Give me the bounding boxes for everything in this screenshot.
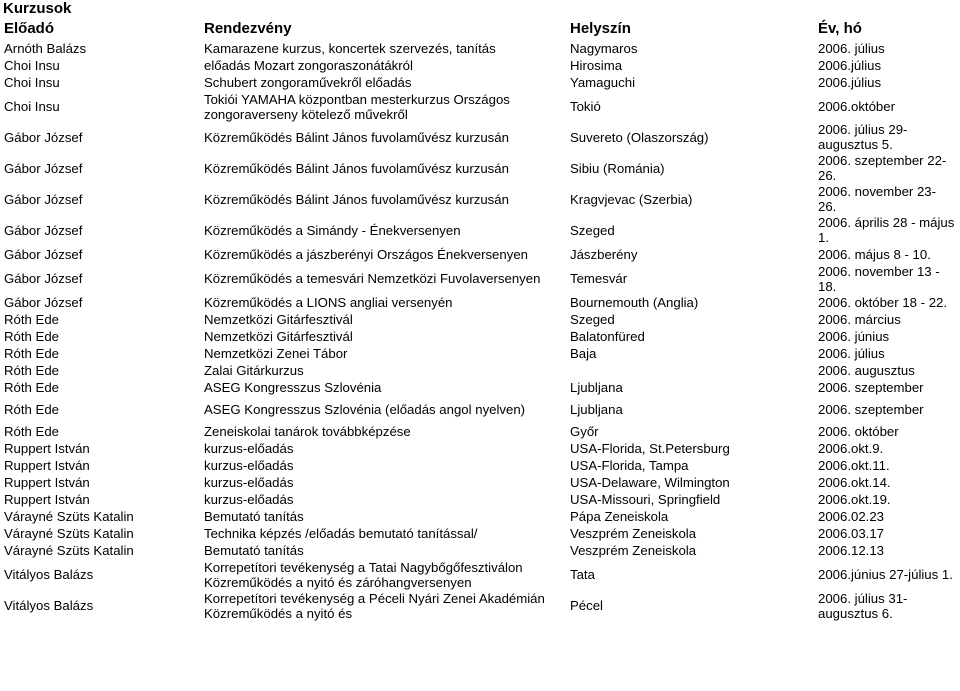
table-row (0, 263, 960, 294)
location-cell: Ljubljana (570, 402, 623, 417)
event-cell: Közreműködés a Simándy - Énekversenyen (204, 223, 461, 238)
date-cell: 2006.okt.19. (818, 492, 891, 507)
date-cell: 2006. szeptember 22- 26. (818, 153, 947, 183)
presenter-cell: Várayné Szüts Katalin (4, 509, 134, 524)
date-cell: 2006. július (818, 41, 885, 56)
event-cell: Nemzetközi Gitárfesztivál (204, 312, 353, 327)
location-cell: Temesvár (570, 271, 628, 286)
location-cell: Jászberény (570, 247, 638, 262)
location-cell: Ljubljana (570, 380, 623, 395)
presenter-cell: Gábor József (4, 192, 83, 207)
presenter-cell: Ruppert István (4, 492, 90, 507)
presenter-cell: Vitályos Balázs (4, 567, 94, 582)
location-cell: Szeged (570, 223, 615, 238)
presenter-cell: Ruppert István (4, 475, 90, 490)
location-cell: Győr (570, 424, 599, 439)
location-cell: Veszprém Zeneiskola (570, 526, 697, 541)
table-row (0, 328, 960, 345)
event-cell: kurzus-előadás (204, 441, 294, 456)
event-cell: Közreműködés Bálint János fuvolaművész kurzusán (204, 192, 509, 207)
presenter-cell: Gábor József (4, 223, 83, 238)
table-row (0, 440, 960, 457)
date-cell: 2006. november 13 - 18. (818, 263, 940, 294)
presenter-cell: Vitályos Balázs (4, 598, 94, 613)
date-cell: 2006.03.17 (818, 526, 885, 541)
table-row (0, 423, 960, 440)
event-cell: Kamarazene kurzus, koncertek szervezés, tanítás (204, 41, 496, 56)
location-cell: Balatonfüred (570, 329, 645, 344)
event-cell: Zalai Gitárkurzus (204, 363, 304, 378)
location-cell: USA-Florida, Tampa (570, 458, 689, 473)
table-row (0, 74, 960, 91)
page-title: Kurzusok (3, 0, 72, 17)
presenter-cell: Arnóth Balázs (4, 41, 87, 56)
table-row (0, 508, 960, 525)
event-cell: ASEG Kongresszus Szlovénia (204, 380, 382, 395)
date-cell: 2006.július (818, 58, 882, 73)
date-cell: 2006. május 8 - 10. (818, 247, 931, 262)
presenter-cell: Gábor József (4, 161, 83, 176)
event-cell: Közreműködés a temesvári Nemzetközi Fuvolaversenyen (204, 271, 541, 286)
table-row (0, 379, 960, 396)
presenter-cell: Gábor József (4, 271, 83, 286)
event-cell: Korrepetítori tevékenység a Tatai Nagybőgőfesztiválon Közreműködés a nyitó és záróhangversenyen (204, 559, 523, 590)
date-cell: 2006.02.23 (818, 509, 885, 524)
location-cell: Yamaguchi (570, 75, 635, 90)
table-body (0, 40, 960, 621)
date-cell: 2006. július 29- augusztus 5. (818, 122, 908, 152)
date-cell: 2006. november 23- 26. (818, 184, 937, 214)
table-row (0, 525, 960, 542)
location-cell: USA-Delaware, Wilmington (570, 475, 730, 490)
location-cell: Bournemouth (Anglia) (570, 295, 699, 310)
presenter-cell: Ruppert István (4, 441, 90, 456)
location-cell: Nagymaros (570, 41, 638, 56)
presenter-cell: Várayné Szüts Katalin (4, 526, 134, 541)
date-cell: 2006.12.13 (818, 543, 885, 558)
presenter-cell: Róth Ede (4, 346, 59, 361)
date-cell: 2006.július (818, 75, 882, 90)
presenter-cell: Róth Ede (4, 402, 59, 417)
location-cell: Hirosima (570, 58, 623, 73)
presenter-cell: Choi Insu (4, 58, 60, 73)
location-cell: Tokió (570, 99, 601, 114)
presenter-cell: Róth Ede (4, 312, 59, 327)
table-row (0, 559, 960, 590)
date-cell: 2006. október (818, 424, 899, 439)
table-row (0, 294, 960, 311)
date-cell: 2006. március (818, 312, 901, 327)
table-row (0, 184, 960, 215)
event-cell: Zeneiskolai tanárok továbbképzése (204, 424, 411, 439)
event-cell: Közreműködés Bálint János fuvolaművész kurzusán (204, 161, 509, 176)
presenter-cell: Gábor József (4, 295, 83, 310)
event-cell: Tokiói YAMAHA központban mesterkurzus Országos zongoraverseny kötelező művekről (204, 91, 510, 122)
event-cell: Korrepetítori tevékenység a Péceli Nyári Zenei Akadémián Közreműködés a nyitó és (204, 590, 545, 621)
table-row (0, 40, 960, 57)
event-cell: Technika képzés /előadás bemutató tanítással/ (204, 526, 478, 541)
date-cell: 2006. június (818, 329, 890, 344)
date-cell: 2006. július (818, 346, 885, 361)
location-cell (566, 362, 814, 379)
date-cell: 2006. szeptember (818, 402, 924, 417)
table-row (0, 311, 960, 328)
table-row (0, 396, 960, 423)
header-row (0, 18, 960, 40)
presenter-cell: Ruppert István (4, 458, 90, 473)
location-cell: Suvereto (Olaszország) (570, 130, 709, 145)
header-date: Év, hó (818, 20, 862, 37)
table-row (0, 542, 960, 559)
location-cell: Veszprém Zeneiskola (570, 543, 697, 558)
event-cell: Nemzetközi Zenei Tábor (204, 346, 348, 361)
event-cell: Közreműködés Bálint János fuvolaművész kurzusán (204, 130, 509, 145)
date-cell: 2006.október (818, 99, 895, 114)
header-presenter: Előadó (4, 20, 55, 37)
table-row (0, 491, 960, 508)
table-row (0, 457, 960, 474)
presenter-cell: Róth Ede (4, 424, 59, 439)
header-location: Helyszín (570, 20, 631, 37)
event-cell: kurzus-előadás (204, 492, 294, 507)
location-cell: Pécel (570, 598, 603, 613)
courses-table (0, 18, 960, 621)
table-row (0, 345, 960, 362)
location-cell: USA-Florida, St.Petersburg (570, 441, 730, 456)
table-row (0, 153, 960, 184)
table-row (0, 215, 960, 246)
date-cell: 2006.okt.14. (818, 475, 891, 490)
date-cell: 2006. augusztus (818, 363, 915, 378)
location-cell: Tata (570, 567, 595, 582)
table-row (0, 57, 960, 74)
presenter-cell: Choi Insu (4, 99, 60, 114)
date-cell: 2006. április 28 - május 1. (818, 215, 955, 245)
table-row (0, 362, 960, 379)
location-cell: Sibiu (Románia) (570, 161, 665, 176)
presenter-cell: Róth Ede (4, 380, 59, 395)
event-cell: Bemutató tanítás (204, 509, 304, 524)
date-cell: 2006.okt.11. (818, 458, 890, 473)
event-cell: kurzus-előadás (204, 458, 294, 473)
table-row (0, 474, 960, 491)
event-cell: Közreműködés a jászberényi Országos Énekversenyen (204, 247, 528, 262)
event-cell: Bemutató tanítás (204, 543, 304, 558)
date-cell: 2006. július 31- augusztus 6. (818, 590, 908, 621)
event-cell: Nemzetközi Gitárfesztivál (204, 329, 353, 344)
event-cell: kurzus-előadás (204, 475, 294, 490)
presenter-cell: Róth Ede (4, 329, 59, 344)
event-cell: Közreműködés a LIONS angliai versenyén (204, 295, 453, 310)
table-row (0, 91, 960, 122)
presenter-cell: Choi Insu (4, 75, 60, 90)
presenter-cell: Gábor József (4, 130, 83, 145)
date-cell: 2006.okt.9. (818, 441, 884, 456)
table-row (0, 590, 960, 621)
table-row (0, 122, 960, 153)
presenter-cell: Gábor József (4, 247, 83, 262)
date-cell: 2006. október 18 - 22. (818, 295, 948, 310)
event-cell: Schubert zongoraművekről előadás (204, 75, 412, 90)
table-row (0, 246, 960, 263)
event-cell: ASEG Kongresszus Szlovénia (előadás angol nyelven) (204, 402, 526, 417)
location-cell: Pápa Zeneiskola (570, 509, 669, 524)
presenter-cell: Róth Ede (4, 363, 59, 378)
location-cell: Szeged (570, 312, 615, 327)
header-event: Rendezvény (204, 20, 292, 37)
date-cell: 2006.június 27-július 1. (818, 567, 953, 582)
location-cell: USA-Missouri, Springfield (570, 492, 721, 507)
location-cell: Baja (570, 346, 597, 361)
date-cell: 2006. szeptember (818, 380, 924, 395)
location-cell: Kragvjevac (Szerbia) (570, 192, 693, 207)
presenter-cell: Várayné Szüts Katalin (4, 543, 134, 558)
event-cell: előadás Mozart zongoraszonátákról (204, 58, 413, 73)
